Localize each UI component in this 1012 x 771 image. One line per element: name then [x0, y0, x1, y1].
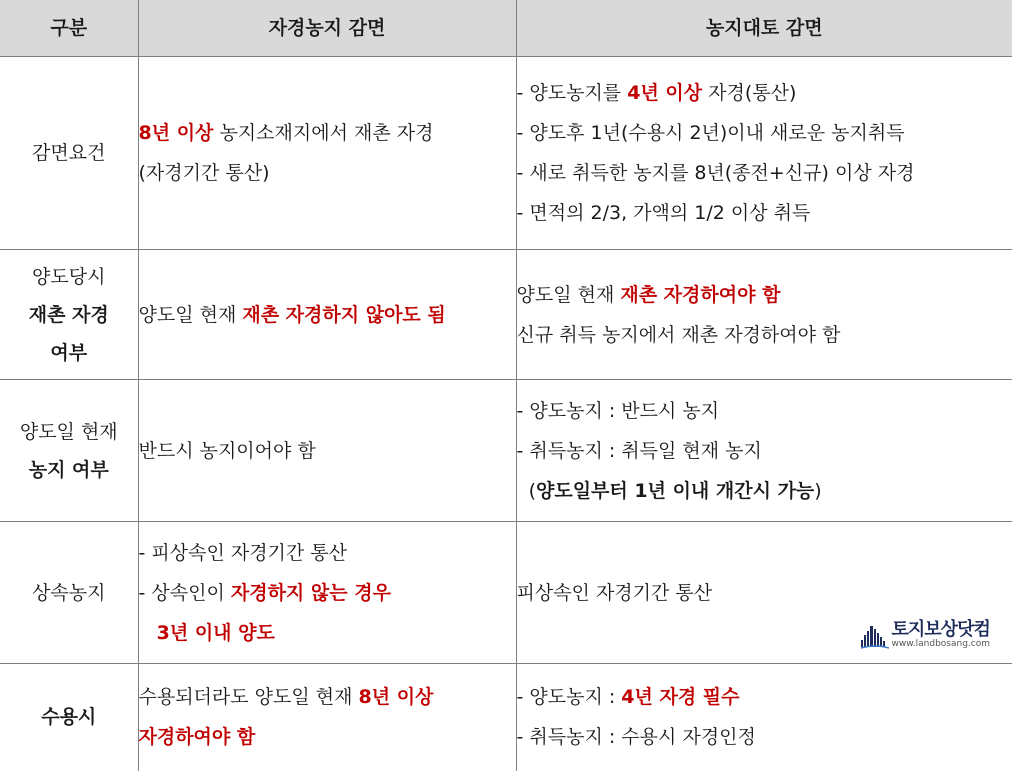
cell-line — [517, 724, 1012, 750]
emphasis-text: 자경하지 않는 경우 — [231, 582, 391, 604]
row-label — [0, 250, 138, 380]
cell-text: - 취득농지 : 수용시 자경인정 — [517, 726, 756, 748]
cell-line — [517, 282, 1012, 308]
row-label-text: 감면요건 — [0, 140, 138, 166]
bold-text: 재촌 자경 — [29, 304, 109, 326]
cell-line — [517, 80, 1012, 106]
cell-line — [139, 724, 516, 750]
cell-text: 양도일 현재 — [517, 284, 621, 306]
cell-text — [139, 622, 157, 644]
header-row — [0, 0, 1012, 57]
cell-text: 양도일 현재 — [20, 421, 118, 443]
cell-text: 반드시 농지이어야 함 — [139, 440, 316, 462]
cell-text: - 양도농지 : — [517, 686, 622, 708]
header-self-farming-reduction: 자경농지 감면 — [138, 0, 516, 57]
bold-text: 여부 — [50, 342, 87, 364]
exchange-cell — [516, 664, 1012, 771]
emphasis-text: 재촌 자경하여야 함 — [620, 284, 780, 306]
cell-line — [517, 478, 1012, 504]
header-category: 구분 — [0, 0, 138, 57]
bold-text: 양도일부터 1년 이내 개간시 가능 — [536, 480, 814, 502]
emphasis-text: 8년 이상 — [139, 122, 214, 144]
row-inherited — [0, 522, 1012, 664]
building-bars-icon — [861, 623, 889, 649]
emphasis-text: 재촌 자경하지 않아도 됨 — [242, 304, 445, 326]
exchange-cell — [516, 380, 1012, 522]
cell-line — [139, 684, 516, 710]
cell-text: - 양도농지를 — [517, 82, 628, 104]
cell-line — [517, 398, 1012, 424]
self-farming-cell — [138, 522, 516, 664]
self-farming-cell — [138, 57, 516, 250]
cell-text: - 양도농지 : 반드시 농지 — [517, 400, 720, 422]
row-residence — [0, 250, 1012, 380]
emphasis-text: 8년 이상 — [359, 686, 434, 708]
logo-name: 토지보상닷컴 — [892, 621, 990, 639]
cell-text: 농지소재지에서 재촌 자경 — [213, 122, 433, 144]
cell-text: 자경(통산) — [702, 82, 796, 104]
row-label-line — [0, 340, 138, 366]
bold-text: 수용시 — [41, 706, 96, 728]
row-label — [0, 57, 138, 250]
cell-line — [517, 120, 1012, 146]
header-farmland-exchange-reduction: 농지대토 감면 — [516, 0, 1012, 57]
site-logo — [861, 621, 990, 649]
self-farming-cell — [138, 250, 516, 380]
cell-line — [517, 684, 1012, 710]
cell-text: - 상속인이 — [139, 582, 231, 604]
emphasis-text: 4년 자경 필수 — [621, 686, 739, 708]
cell-text: 피상속인 자경기간 통산 — [517, 582, 713, 604]
cell-line — [139, 540, 516, 566]
emphasis-text: 자경하여야 함 — [139, 726, 256, 748]
row-label-line — [0, 457, 138, 483]
cell-text: - 취득농지 : 취득일 현재 농지 — [517, 440, 762, 462]
cell-line — [517, 438, 1012, 464]
exchange-cell — [516, 250, 1012, 380]
cell-line — [139, 120, 516, 146]
row-label-line — [0, 704, 138, 730]
cell-line — [139, 438, 516, 464]
cell-text: ) — [814, 480, 821, 502]
cell-text: 수용되더라도 양도일 현재 — [139, 686, 359, 708]
cell-text: - 양도후 1년(수용시 2년)이내 새로운 농지취득 — [517, 122, 905, 144]
cell-line — [139, 620, 516, 646]
cell-line — [517, 322, 1012, 348]
exchange-cell — [516, 57, 1012, 250]
row-label — [0, 380, 138, 522]
cell-line — [139, 160, 516, 186]
cell-text: 신규 취득 농지에서 재촌 자경하여야 함 — [517, 324, 841, 346]
row-label-line — [0, 419, 138, 445]
row-label — [0, 522, 138, 664]
self-farming-cell — [138, 380, 516, 522]
exchange-cell — [516, 522, 1012, 664]
cell-line — [139, 580, 516, 606]
cell-text: - 피상속인 자경기간 통산 — [139, 542, 348, 564]
cell-text: 양도일 현재 — [139, 304, 243, 326]
cell-text: - 면적의 2/3, 가액의 1/2 이상 취득 — [517, 202, 811, 224]
cell-line — [139, 302, 516, 328]
cell-line — [517, 580, 1012, 606]
cell-line — [517, 200, 1012, 226]
row-label-line — [0, 264, 138, 290]
row-expropriation — [0, 664, 1012, 771]
row-label-text: 상속농지 — [0, 580, 138, 606]
row-requirements — [0, 57, 1012, 250]
cell-line — [517, 160, 1012, 186]
cell-text: - 새로 취득한 농지를 8년(종전+신규) 이상 자경 — [517, 162, 915, 184]
row-label — [0, 664, 138, 771]
cell-text: (자경기간 통산) — [139, 162, 270, 184]
row-label-line — [0, 302, 138, 328]
emphasis-text: 3년 이내 양도 — [157, 622, 275, 644]
self-farming-cell — [138, 664, 516, 771]
row-farmland-status — [0, 380, 1012, 522]
emphasis-text: 4년 이상 — [627, 82, 702, 104]
bold-text: 농지 여부 — [29, 459, 109, 481]
logo-url: www.landbosang.com — [892, 640, 990, 649]
cell-text: 양도당시 — [32, 266, 105, 288]
cell-text: ( — [517, 480, 537, 502]
